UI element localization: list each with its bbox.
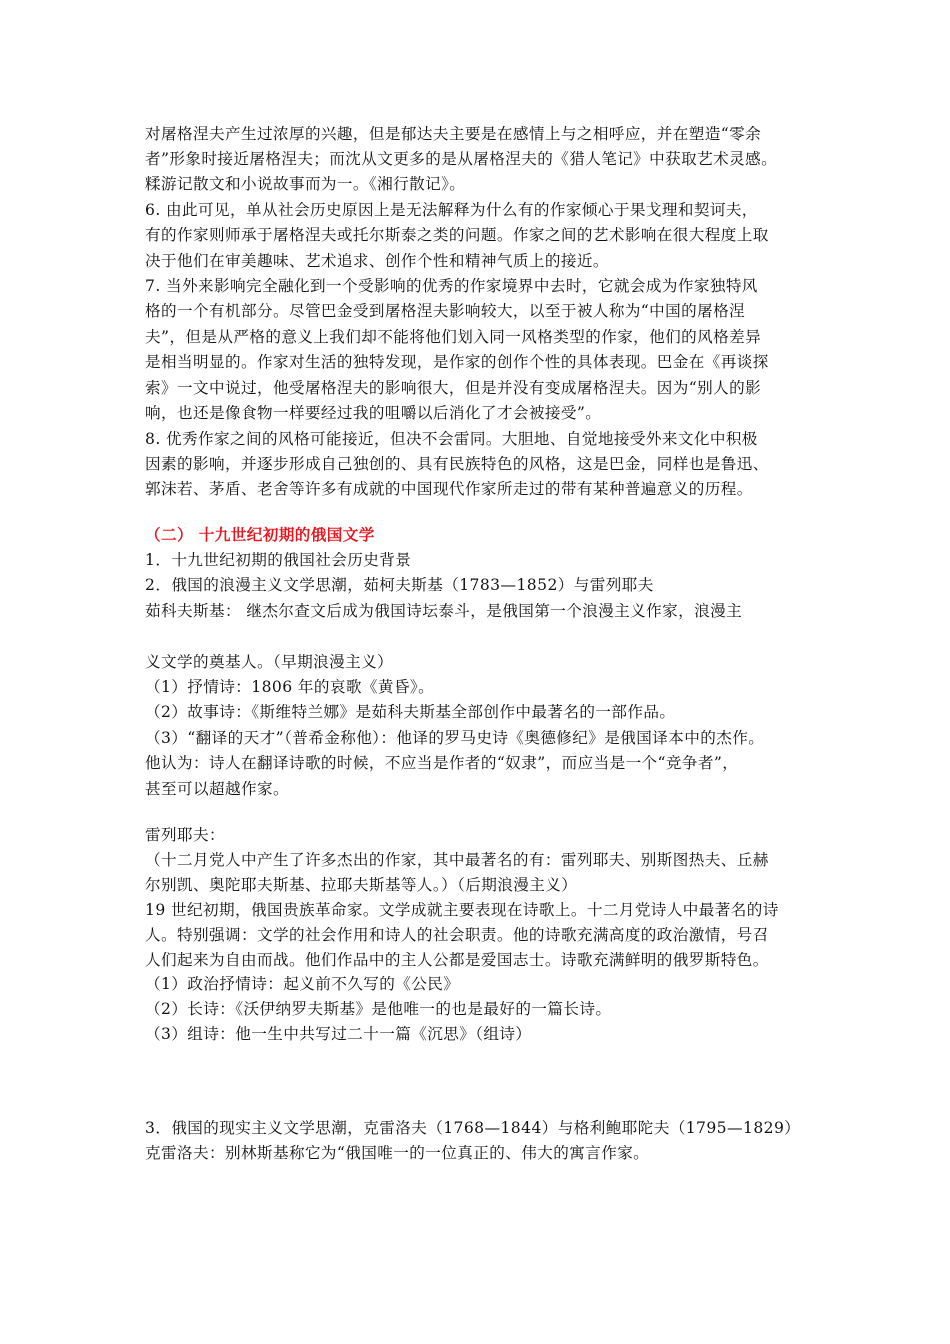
text-line: 义文学的奠基人。（早期浪漫主义）: [145, 653, 394, 671]
text-line: 索》一文中说过，他受屠格涅夫的影响很大，但是并没有变成屠格涅夫。因为“别人的影: [145, 379, 762, 397]
text-line: 他认为：诗人在翻译诗歌的时候，不应当是作者的“奴隶”，而应当是一个“竞争者”，: [145, 754, 739, 772]
text-line: 格的一个有机部分。尽管巴金受到屠格涅夫影响较大，以至于被人称为“中国的屠格涅: [145, 302, 746, 320]
text-line: 19 世纪初期，俄国贵族革命家。文学成就主要表现在诗歌上。十二月党诗人中最著名的诗: [145, 901, 779, 919]
list-item: （1）抒情诗：1806 年的哀歌《黄昏》。: [145, 678, 435, 696]
text-line: 甚至可以超越作家。: [145, 780, 289, 798]
text-line: 克雷洛夫：别林斯基称它为“俄国唯一的一位真正的、伟大的寓言作家。: [145, 1144, 650, 1162]
text-line: 者”形象时接近屠格涅夫；而沈从文更多的是从屠格涅夫的《猎人笔记》中获取艺术灵感。: [145, 150, 778, 168]
list-item: （3）组诗：他一生中共写过二十一篇《沉思》（组诗）: [145, 1025, 532, 1043]
text-line: 有的作家则师承于屠格涅夫或托尔斯泰之类的问题。作家之间的艺术影响在很大程度上取: [145, 226, 769, 244]
section-heading: （二） 十九世纪初期的俄国文学: [145, 526, 375, 544]
text-line: 茹科夫斯基： 继杰尔查文后成为俄国诗坛泰斗，是俄国第一个浪漫主义作家，浪漫主: [145, 602, 743, 620]
list-item: 3．俄国的现实主义文学思潮，克雷洛夫（1768—1844）与格利鲍耶陀夫（1795—1829）: [145, 1119, 801, 1137]
list-item: 1．十九世纪初期的俄国社会历史背景: [145, 551, 412, 569]
list-item: 2．俄国的浪漫主义文学思潮，茹柯夫斯基（1783—1852）与雷列耶夫: [145, 576, 654, 594]
text-line: 因素的影响，并逐步形成自己独创的、具有民族特色的风格，这是巴金，同样也是鲁迅、: [145, 455, 769, 473]
list-item: （1）政治抒情诗：起义前不久写的《公民》: [145, 975, 460, 993]
text-line: 糅游记散文和小说故事而为一。《湘行散记》。: [145, 175, 466, 193]
paragraph-6-line: 6. 由此可见，单从社会历史原因上是无法解释为什么有的作家倾心于果戈理和契诃夫，: [145, 201, 758, 219]
list-item: （2）长诗：《沃伊纳罗夫斯基》是他唯一的也是最好的一篇长诗。: [145, 1000, 612, 1018]
list-item: （2）故事诗：《斯维特兰娜》是茹科夫斯基全部创作中最著名的一部作品。: [145, 703, 676, 721]
text-line: 是相当明显的。作家对生活的独特发现，是作家的创作个性的具体表现。巴金在《再谈探: [145, 353, 769, 371]
text-line: 对屠格涅夫产生过浓厚的兴趣，但是郁达夫主要是在感情上与之相呼应，并在塑造“零余: [145, 125, 762, 143]
text-line: （十二月党人中产生了许多杰出的作家，其中最著名的有：雷列耶夫、别斯图热夫、丘赫: [145, 851, 769, 869]
paragraph-8-line: 8. 优秀作家之间的风格可能接近，但决不会雷同。大胆地、自觉地接受外来文化中积极: [145, 430, 758, 448]
text-line: 人。特别强调：文学的社会作用和诗人的社会职责。他的诗歌充满高度的政治激情，号召: [145, 926, 769, 944]
text-line: 响，也还是像食物一样要经过我的咀嚼以后消化了才会被接受”。: [145, 404, 602, 422]
text-line: 尔别凯、奥陀耶夫斯基、拉耶夫斯基等人。）（后期浪漫主义）: [145, 876, 578, 894]
text-line: 郭沫若、茅盾、老舍等许多有成就的中国现代作家所走过的带有某种普遍意义的历程。: [145, 480, 753, 498]
text-line: 人们起来为自由而战。他们作品中的主人公都是爱国志士。诗歌充满鲜明的俄罗斯特色。: [145, 951, 769, 969]
paragraph-7-line: 7. 当外来影响完全融化到一个受影响的优秀的作家境界中去时，它就会成为作家独特风: [145, 277, 758, 295]
text-line: 决于他们在审美趣味、艺术追求、创作个性和精神气质上的接近。: [145, 252, 609, 270]
text-line: 夫”，但是从严格的意义上我们却不能将他们划入同一风格类型的作家，他们的风格差异: [145, 328, 762, 346]
list-item: （3）“翻译的天才”（普希金称他）：他译的罗马史诗《奥德修纪》是俄国译本中的杰作。: [145, 729, 765, 747]
text-line: 雷列耶夫：: [145, 826, 225, 844]
